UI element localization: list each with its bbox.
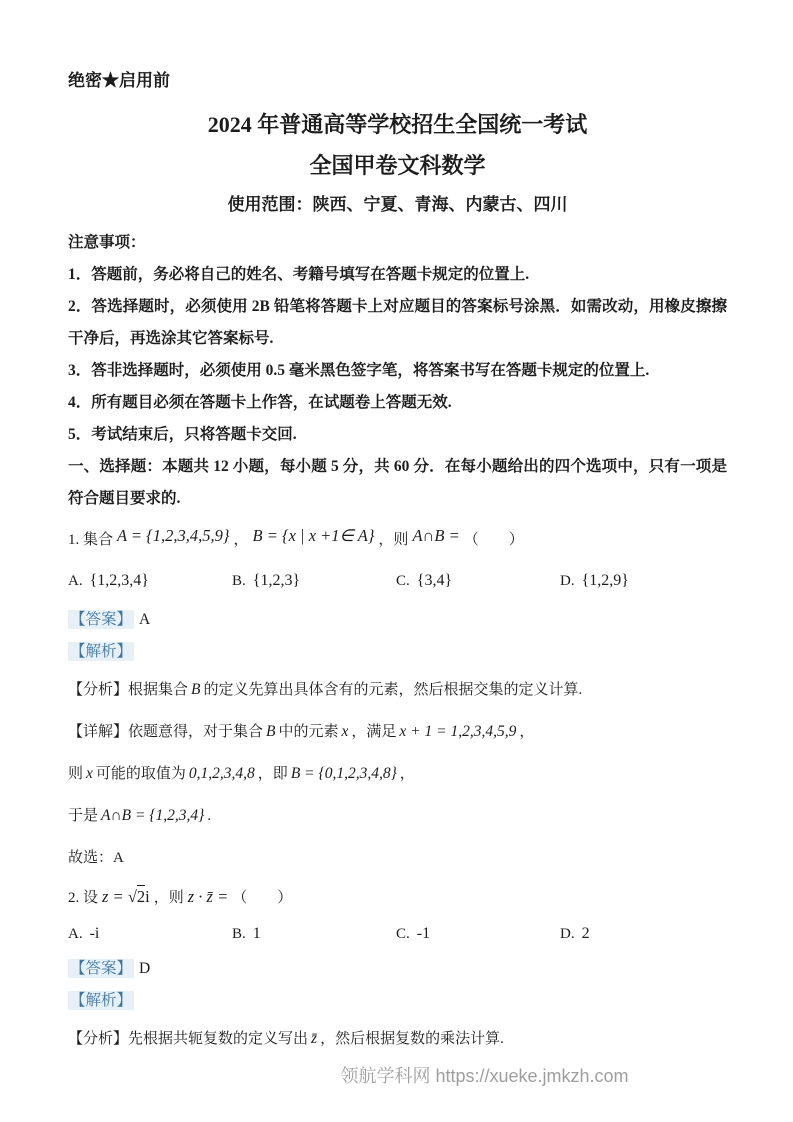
option-c-label: C. (396, 926, 410, 942)
sqrt-radical-symbol: √ (127, 887, 137, 906)
xiangjie-tag: 【详解】 (68, 724, 129, 740)
option-c-value: -1 (416, 925, 431, 942)
text-fragment: 于是 (68, 808, 99, 824)
question-2-fenxi (68, 1024, 727, 1054)
question-2-options (68, 920, 727, 948)
text-fragment: ， (519, 724, 535, 740)
question-2-prefix: 2. 设 (68, 890, 99, 906)
option-a-label: A. (68, 573, 83, 589)
text-fragment: ，即 (257, 766, 288, 782)
option-c-value: {3,4} (416, 572, 453, 589)
fenxi-tag: 【分析】 (68, 1031, 129, 1047)
answer-letter: A (139, 611, 151, 628)
text-fragment: ，满足 (351, 724, 397, 740)
analysis-tag: 【解析】 (70, 992, 133, 1009)
math-fragment: A∩B = {1,2,3,4} (101, 807, 205, 824)
fenxi-tag: 【分析】 (68, 682, 129, 698)
question-1-stem (68, 518, 727, 558)
option-b (232, 567, 396, 595)
option-d-value: 2 (581, 925, 590, 942)
separator: ，则 (378, 532, 409, 548)
notice-item-5: 5．考试结束后，只将答题卡交回. (68, 426, 297, 443)
math-set-a: A = {1,2,3,4,5,9} (117, 526, 230, 545)
usage-scope: 使用范围：陕西、宁夏、青海、内蒙古、四川 (227, 195, 568, 214)
option-d (560, 567, 629, 595)
option-b (232, 920, 396, 948)
text-fragment: 的定义先算出具体含有的元素，然后根据交集的定义计算. (203, 682, 583, 698)
option-c (396, 920, 560, 948)
answer-parentheses: （ ） (463, 532, 524, 548)
option-a-value: {1,2,3,4} (89, 572, 149, 589)
math-fragment: z = (102, 887, 124, 906)
option-b-label: B. (232, 573, 246, 589)
text-fragment: ，然后根据复数的乘法计算. (320, 1031, 504, 1047)
question-1-conclusion: 故选：A (68, 850, 124, 866)
question-1-xiangjie (68, 717, 727, 747)
question-1-analysis-tag-line (68, 638, 727, 666)
question-1-options (68, 567, 727, 595)
math-fragment: x + 1 = 1,2,3,4,5,9 (399, 723, 517, 740)
text-fragment: 则 (68, 766, 84, 782)
math-fragment: x (341, 723, 349, 740)
math-z-definition (102, 887, 150, 906)
option-a (68, 920, 232, 948)
option-d-value: {1,2,9} (581, 572, 629, 589)
imaginary-unit: i (145, 887, 150, 906)
text-fragment: 先根据共轭复数的定义写出 (128, 1031, 309, 1047)
option-b-value: {1,2,3} (252, 572, 301, 589)
math-set-b: B = {x | x +1∈ A} (252, 526, 375, 545)
option-d-label: D. (560, 573, 575, 589)
math-intersection: A∩B = (412, 526, 460, 545)
option-a-label: A. (68, 926, 83, 942)
question-1-answer-line (68, 606, 727, 634)
answer-letter: D (139, 960, 151, 977)
option-b-value: 1 (252, 925, 261, 942)
option-b-label: B. (232, 926, 246, 942)
exam-title: 2024 年普通高等学校招生全国统一考试 (207, 112, 588, 137)
paper-subtitle: 全国甲卷文科数学 (309, 153, 486, 178)
separator: ，则 (153, 890, 184, 906)
answer-tag: 【答案】 (70, 611, 133, 628)
math-fragment: x (86, 765, 93, 782)
question-1-step-2 (68, 759, 727, 789)
math-fragment: B (266, 723, 276, 740)
question-1-prefix: 1. 集合 (68, 532, 114, 548)
question-2-analysis-tag-line (68, 987, 727, 1015)
answer-parentheses: （ ） (232, 890, 293, 906)
text-fragment: . (207, 808, 212, 824)
option-a (68, 567, 232, 595)
question-2-stem (68, 879, 727, 916)
question-1-step-3 (68, 801, 727, 831)
separator: ， (233, 532, 249, 548)
secrecy-notice: 绝密★启用前 (68, 71, 170, 90)
section-1-heading: 一、选择题：本题共 12 小题，每小题 5 分，共 60 分．在每小题给出的四个选项中，只有一项是符合题目要求的. (68, 458, 727, 507)
notice-item-4: 4．所有题目必须在答题卡上作答，在试题卷上答题无效. (68, 394, 452, 411)
text-fragment: 中的元素 (278, 724, 339, 740)
text-fragment: 根据集合 (128, 682, 189, 698)
math-fragment: B = {0,1,2,3,4,8} (290, 765, 397, 782)
notice-item-2: 2．答选择题时，必须使用 2B 铅笔将答题卡上对应题目的答案标号涂黑．如需改动，用橡皮擦擦干净后，再选涂其它答案标号. (68, 298, 727, 347)
text-fragment: 依题意得，对于集合 (128, 724, 264, 740)
answer-tag: 【答案】 (70, 960, 133, 977)
option-a-value: -i (89, 925, 100, 942)
math-fragment: 0,1,2,3,4,8 (188, 765, 255, 782)
text-fragment: ， (399, 766, 415, 782)
notice-item-1: 1．答题前，务必将自己的姓名、考籍号填写在答题卡规定的位置上. (68, 266, 530, 283)
notice-heading: 注意事项： (68, 234, 146, 251)
option-d-label: D. (560, 926, 575, 942)
math-fragment: z̄ (311, 1030, 318, 1047)
text-fragment: 可能的取值为 (95, 766, 186, 782)
question-2-answer-line (68, 955, 727, 983)
analysis-tag: 【解析】 (70, 643, 133, 660)
question-1-fenxi (68, 675, 727, 705)
option-c (396, 567, 560, 595)
math-fragment: B (191, 681, 201, 698)
math-z-conjugate-product: z · z̄ = (187, 887, 229, 906)
site-watermark: 领航学科网 https://xueke.jmkzh.com (340, 1066, 629, 1086)
sqrt-radicand: 2 (136, 887, 146, 906)
option-d (560, 920, 590, 948)
option-c-label: C. (396, 573, 410, 589)
notice-item-3: 3．答非选择题时，必须使用 0.5 毫米黑色签字笔，将答案书写在答题卡规定的位置上. (68, 362, 650, 379)
